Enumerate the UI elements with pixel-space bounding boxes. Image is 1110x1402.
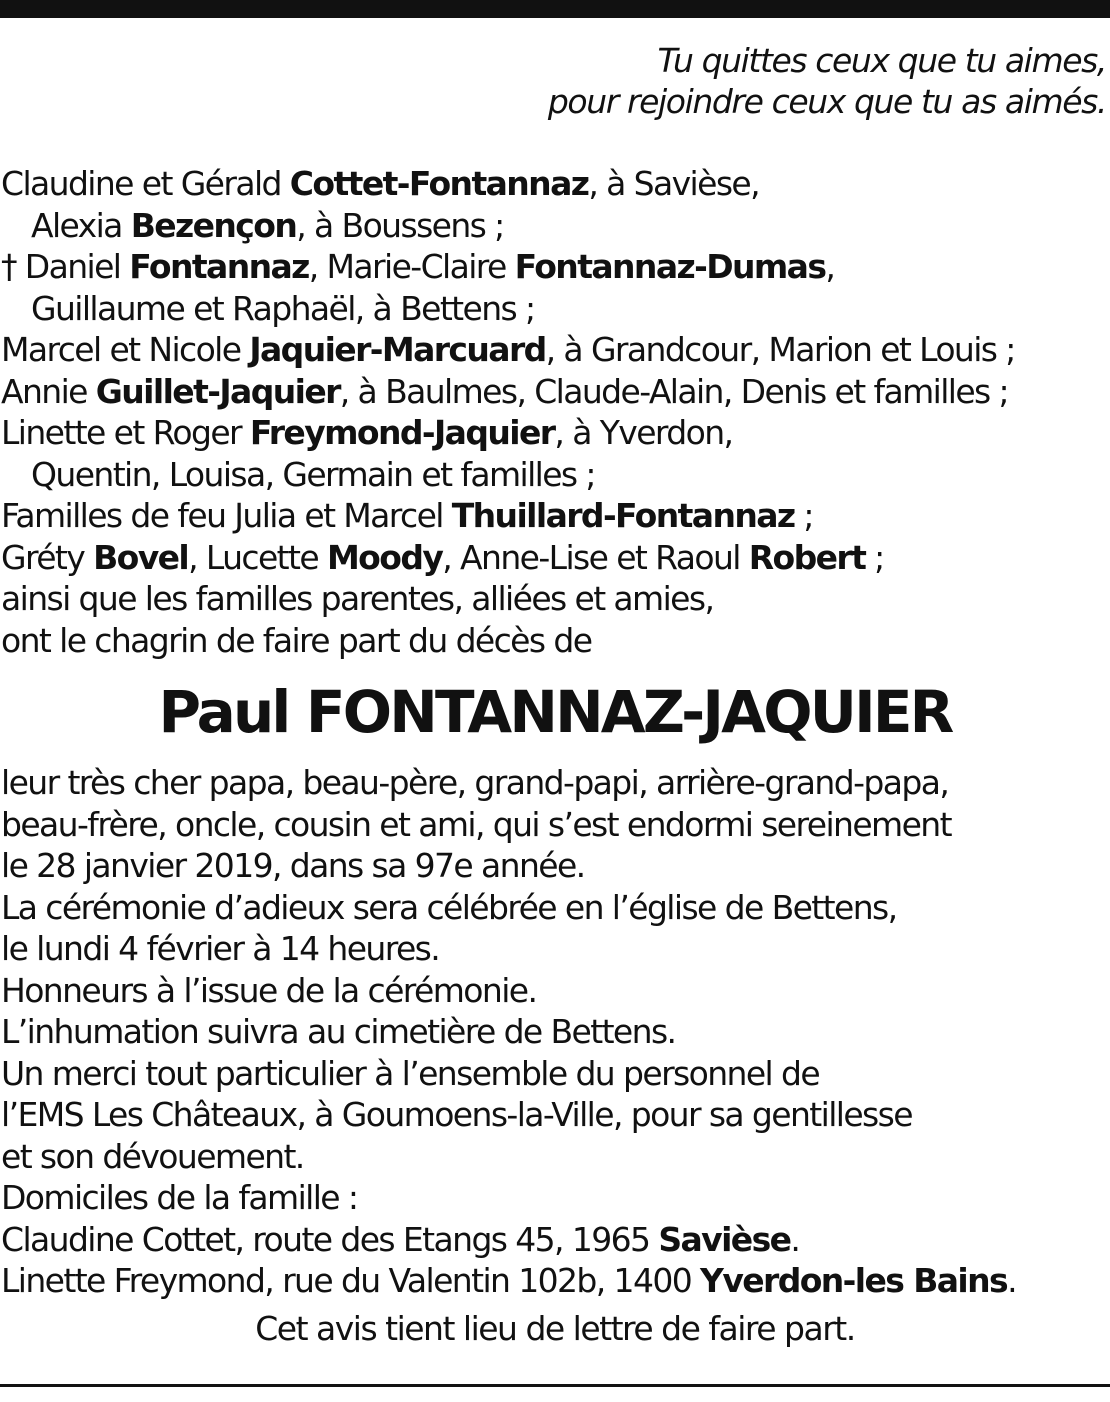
deceased-name: Paul FONTANNAZ-JAQUIER <box>158 678 952 746</box>
details-line-13 <box>1 1260 1106 1302</box>
family-line-5 <box>1 329 1106 371</box>
text: , à Savièse, <box>588 164 760 203</box>
details-line-5: le lundi 4 février à 14 heures. <box>1 929 440 968</box>
text: Linette Freymond, rue du Valentin 102b, 1400 <box>1 1261 701 1300</box>
family-line-1 <box>1 163 1106 205</box>
surname: Thuillard-Fontannaz <box>451 496 795 535</box>
details-line-3: le 28 janvier 2019, dans sa 97e année. <box>1 846 585 885</box>
family-line-4: Guillaume et Raphaël, à Bettens ; <box>31 288 535 328</box>
footer-note: Cet avis tient lieu de lettre de faire part. <box>255 1309 855 1348</box>
surname: Jaquier-Marcuard <box>249 330 546 369</box>
details-line-4: La cérémonie d’adieux sera célébrée en l’église de Bettens, <box>1 887 897 927</box>
family-line-11: ainsi que les familles parentes, alliées et amies, <box>1 579 714 618</box>
text: Annie <box>1 371 96 411</box>
details-line-1: leur très cher papa, beau-père, grand-papi, arrière-grand-papa, <box>1 763 949 802</box>
text: , Anne-Lise et Raoul <box>442 537 749 577</box>
text: Claudine Cottet, route des Etangs 45, 1965 <box>1 1219 659 1259</box>
text: , à Grandcour, Marion et Louis ; <box>545 330 1015 369</box>
family-line-7 <box>1 412 1106 454</box>
details-line-7: L’inhumation suivra au cimetière de Bettens. <box>1 1012 676 1051</box>
text: , Lucette <box>188 537 327 577</box>
surname: Guillet-Jaquier <box>95 371 340 411</box>
details-line-10: et son dévouement. <box>1 1136 304 1176</box>
details-line-9: l’EMS Les Châteaux, à Goumoens-la-Ville, pour sa gentillesse <box>1 1095 912 1134</box>
surname: Fontannaz <box>129 247 309 286</box>
text: Linette et Roger <box>1 413 250 452</box>
details-line-11: Domiciles de la famille : <box>1 1178 358 1217</box>
details-line-2: beau-frère, oncle, cousin et ami, qui s’est endormi sereinement <box>1 804 951 844</box>
family-line-10 <box>1 537 1106 579</box>
surname: Cottet-Fontannaz <box>289 164 589 203</box>
text: ; <box>865 537 884 577</box>
family-line-12: ont le chagrin de faire part du décès de <box>1 620 592 660</box>
family-line-2 <box>1 205 1106 247</box>
text: Claudine et Gérald <box>1 164 290 203</box>
surname: Bovel <box>93 537 189 577</box>
details-line-12 <box>1 1219 1106 1261</box>
epigraph-line-1: Tu quittes ceux que tu aimes, <box>657 41 1106 80</box>
family-line-3 <box>1 246 1106 288</box>
surname: Robert <box>748 537 866 577</box>
town: Savièse <box>658 1219 791 1259</box>
family-line-8: Quentin, Louisa, Germain et familles ; <box>31 454 595 494</box>
town: Yverdon-les Bains <box>700 1261 1008 1300</box>
text: , à Baulmes, Claude-Alain, Denis et familles ; <box>339 371 1009 411</box>
notice-details <box>1 762 1106 1302</box>
text: , Marie-Claire <box>308 247 515 286</box>
text: † Daniel <box>1 247 130 286</box>
text: . <box>1007 1261 1016 1300</box>
epigraph <box>548 40 1106 122</box>
text: Marcel et Nicole <box>1 330 250 369</box>
surname: Freymond-Jaquier <box>249 413 555 452</box>
text: Gréty <box>1 537 94 577</box>
text: , <box>825 247 835 286</box>
text: Familles de feu Julia et Marcel <box>1 496 452 535</box>
bottom-border-rule <box>0 1384 1110 1387</box>
text: , à Boussens ; <box>296 205 504 245</box>
epigraph-line-2: pour rejoindre ceux que tu as aimés. <box>547 82 1106 121</box>
surname: Bezençon <box>130 205 297 245</box>
details-line-8: Un merci tout particulier à l’ensemble du personnel de <box>1 1053 820 1093</box>
family-line-9 <box>1 495 1106 537</box>
text: , à Yverdon, <box>554 413 733 452</box>
text: Alexia <box>31 205 131 245</box>
details-line-6: Honneurs à l’issue de la cérémonie. <box>1 970 537 1010</box>
family-list <box>1 163 1106 661</box>
text: . <box>790 1219 800 1259</box>
surname: Moody <box>326 537 443 577</box>
text: ; <box>794 496 813 535</box>
family-line-6 <box>1 371 1106 413</box>
top-border-rule <box>0 0 1110 18</box>
surname: Fontannaz-Dumas <box>514 247 826 286</box>
